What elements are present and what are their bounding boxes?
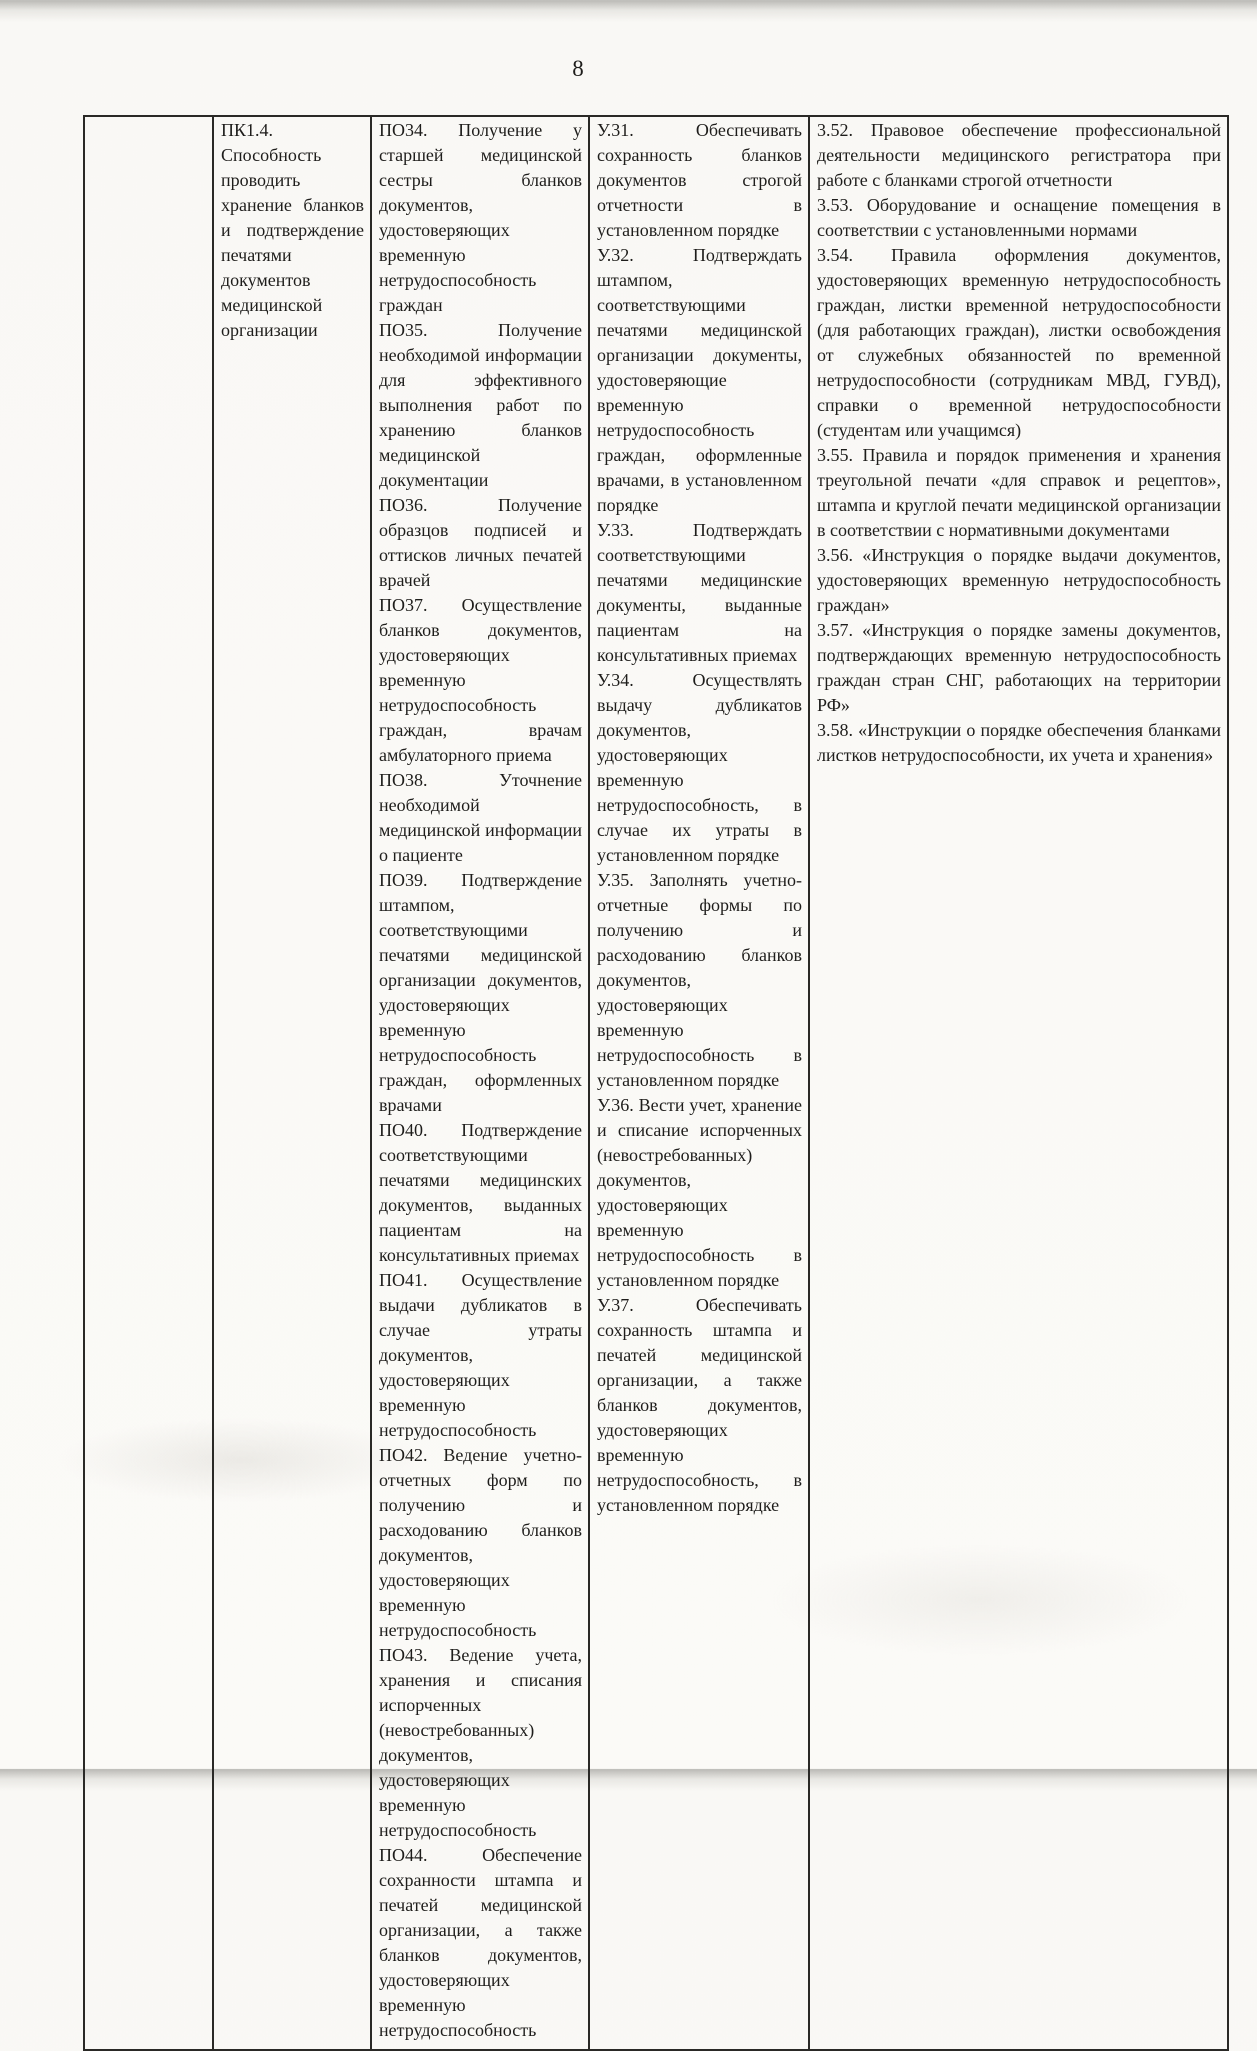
cell-practical-experience (371, 116, 589, 2050)
knowledge-item: 3.52. Правовое обеспечение профессиональной деятельности медицинского регистратора при работе с бланками строгой отчетности (817, 120, 1221, 190)
cell-knowledge (809, 116, 1228, 2050)
skill-item: У.34. Осуществлять выдачу дубликатов документов, удостоверяющих временную нетрудоспособность, в случае их утраты в установленном порядке (597, 670, 802, 865)
practical-experience-item: ПО40. Подтверждение соответствующими печатями медицинских документов, выданных пациентам на консультативных приемах (379, 1120, 582, 1265)
skill-item: У.36. Вести учет, хранение и списание испорченных (невостребованных) документов, удостоверяющих временную нетрудоспособность в установленном порядке (597, 1095, 802, 1290)
practical-experience-item: ПО41. Осуществление выдачи дубликатов в случае утраты документов, удостоверяющих временную нетрудоспособность (379, 1270, 582, 1440)
practical-experience-item: ПО44. Обеспечение сохранности штампа и печатей медицинской организации, а также бланков документов, удостоверяющих временную нетрудоспособность (379, 1845, 582, 2040)
practical-experience-item: ПО39. Подтверждение штампом, соответствующими печатями медицинской организации документов, удостоверяющих временную нетрудоспособность граждан, оформленных врачами (379, 870, 582, 1115)
practical-experience-item: ПО43. Ведение учета, хранения и списания испорченных (невостребованных) документов, удостоверяющих временную нетрудоспособность (379, 1645, 582, 1840)
knowledge-item: 3.57. «Инструкция о порядке замены документов, подтверждающих временную нетрудоспособность граждан стран СНГ, работающих на территории РФ» (817, 620, 1221, 715)
knowledge-item: 3.58. «Инструкции о порядке обеспечения бланками листков нетрудоспособности, их учета и хранения» (817, 720, 1221, 765)
practical-experience-item: ПО35. Получение необходимой информации для эффективного выполнения работ по хранению бланков медицинской документации (379, 320, 582, 490)
knowledge-item: 3.55. Правила и порядок применения и хранения треугольной печати «для справок и рецептов», штампа и круглой печати медицинской организации в соответствии с нормативными документами (817, 445, 1221, 540)
cell-empty (84, 116, 213, 2050)
table-row (84, 116, 1228, 2050)
skill-item: У.31. Обеспечивать сохранность бланков документов строгой отчетности в установленном порядке (597, 120, 802, 240)
page-number: 8 (572, 56, 584, 81)
knowledge-item: 3.53. Оборудование и оснащение помещения в соответствии с установленными нормами (817, 195, 1221, 240)
practical-experience-item: ПО37. Осуществление бланков документов, удостоверяющих временную нетрудоспособность граждан, врачам амбулаторного приема (379, 595, 582, 765)
practical-experience-item: ПО38. Уточнение необходимой медицинской информации о пациенте (379, 770, 582, 865)
knowledge-item: 3.56. «Инструкция о порядке выдачи документов, удостоверяющих временную нетрудоспособность граждан» (817, 545, 1221, 615)
cell-skills (589, 116, 809, 2050)
skill-item: У.35. Заполнять учетно-отчетные формы по получению и расходованию бланков документов, удостоверяющих временную нетрудоспособность в установленном порядке (597, 870, 802, 1090)
skill-item: У.37. Обеспечивать сохранность штампа и печатей медицинской организации, а также бланков документов, удостоверяющих временную нетрудоспособность, в установленном порядке (597, 1295, 802, 1515)
skill-item: У.32. Подтверждать штампом, соответствующими печатями медицинской организации документы, удостоверяющие временную нетрудоспособность граждан, оформленные врачами, в установленном порядке (597, 245, 802, 515)
practical-experience-item: ПО34. Получение у старшей медицинской сестры бланков документов, удостоверяющих временную нетрудоспособность граждан (379, 120, 582, 315)
skill-item: У.33. Подтверждать соответствующими печатями медицинские документы, выданные пациентам на консультативных приемах (597, 520, 802, 665)
knowledge-item: 3.54. Правила оформления документов, удостоверяющих временную нетрудоспособность граждан, листки временной нетрудоспособности (для работающих граждан), листки освобождения от служебных обязанностей по временной нетрудоспособности (сотрудникам МВД, ГУВД), справки о временной нетрудоспособности (студентам или учащимся) (817, 245, 1221, 440)
competency-table (83, 115, 1229, 2051)
competence-paragraph: ПК1.4. Способность проводить хранение бланков и подтверждение печатями документов медицинской организации (221, 120, 364, 340)
practical-experience-item: ПО42. Ведение учетно-отчетных форм по получению и расходованию бланков документов, удостоверяющих временную нетрудоспособность (379, 1445, 582, 1640)
cell-competence (213, 116, 371, 2050)
practical-experience-item: ПО36. Получение образцов подписей и оттисков личных печатей врачей (379, 495, 582, 590)
